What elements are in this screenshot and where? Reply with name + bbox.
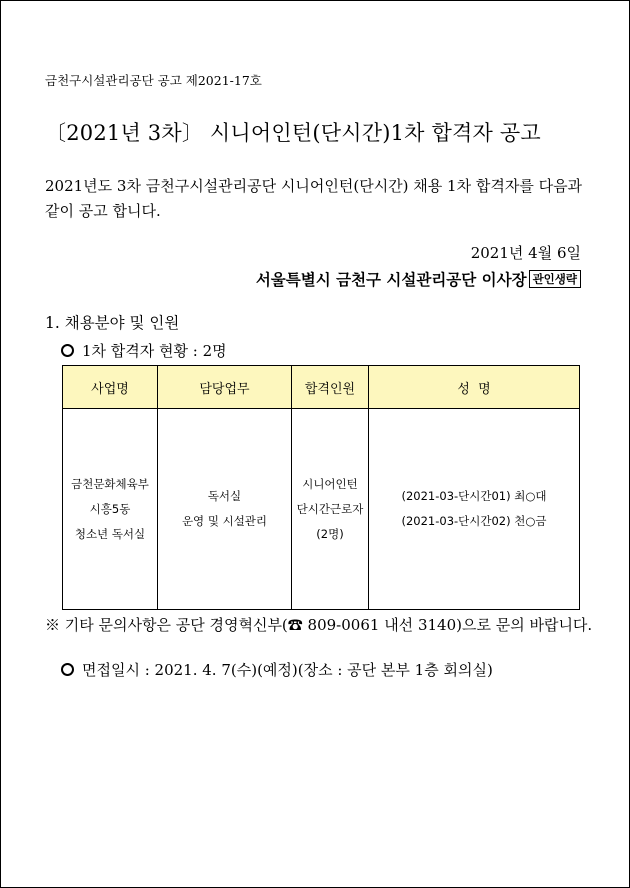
intro-paragraph: 2021년도 3차 금천구시설관리공단 시니어인턴(단시간) 채용 1차 합격자를 다음과 같이 공고 합니다. [45,177,583,220]
cell-line: (2명) [316,526,344,541]
circle-bullet-icon [61,663,74,676]
cell-count [292,409,369,610]
issuer-name: 서울특별시 금천구 시설관리공단 이사장 [255,270,527,289]
cell-line: 시니어인턴 [302,476,358,491]
cell-line: 금천문화체육부 [71,476,149,491]
header-count: 합격인원 [292,366,369,409]
cell-line: 독서실 [207,489,242,503]
cell-line: (2021-03-단시간02) 천○금 [401,514,547,528]
cell-names [369,409,580,610]
circle-bullet-icon [61,344,74,357]
section-title: 1. 채용분야 및 인원 [45,314,180,332]
status-text: 1차 합격자 현황 : 2명 [82,342,227,360]
notice-number: 금천구시설관리공단 공고 제2021-17호 [45,73,262,88]
header-names: 성 명 [369,366,580,409]
cell-line: 청소년 독서실 [74,526,146,541]
cell-line: 운영 및 시설관리 [181,514,268,528]
notice-date: 2021년 4월 6일 [470,244,581,262]
cell-business [63,409,158,610]
cell-duty [158,409,292,610]
interview-text: 면접일시 : 2021. 4. 7(수)(예정)(장소 : 공단 본부 1층 회의실) [82,661,493,679]
table-row [63,409,580,610]
cell-line: 단시간근로자 [296,501,364,516]
issuer-line [256,268,581,290]
stamp-box: 관인생략 [529,270,581,288]
cell-line: 시흥5동 [89,501,131,516]
status-line [61,340,227,361]
table-header-row [63,366,580,409]
interview-line [61,659,493,680]
header-business: 사업명 [63,366,158,409]
cell-line: (2021-03-단시간01) 최○대 [401,489,547,503]
contact-note: ※ 기타 문의사항은 공단 경영혁신부(☎ 809-0061 내선 3140)으로 문의 바랍니다. [45,616,593,634]
page-title: 〔2021년 3차〕 시니어인턴(단시간)1차 합격자 공고 [45,121,541,145]
header-duty: 담당업무 [158,366,292,409]
recruit-table [62,365,580,610]
